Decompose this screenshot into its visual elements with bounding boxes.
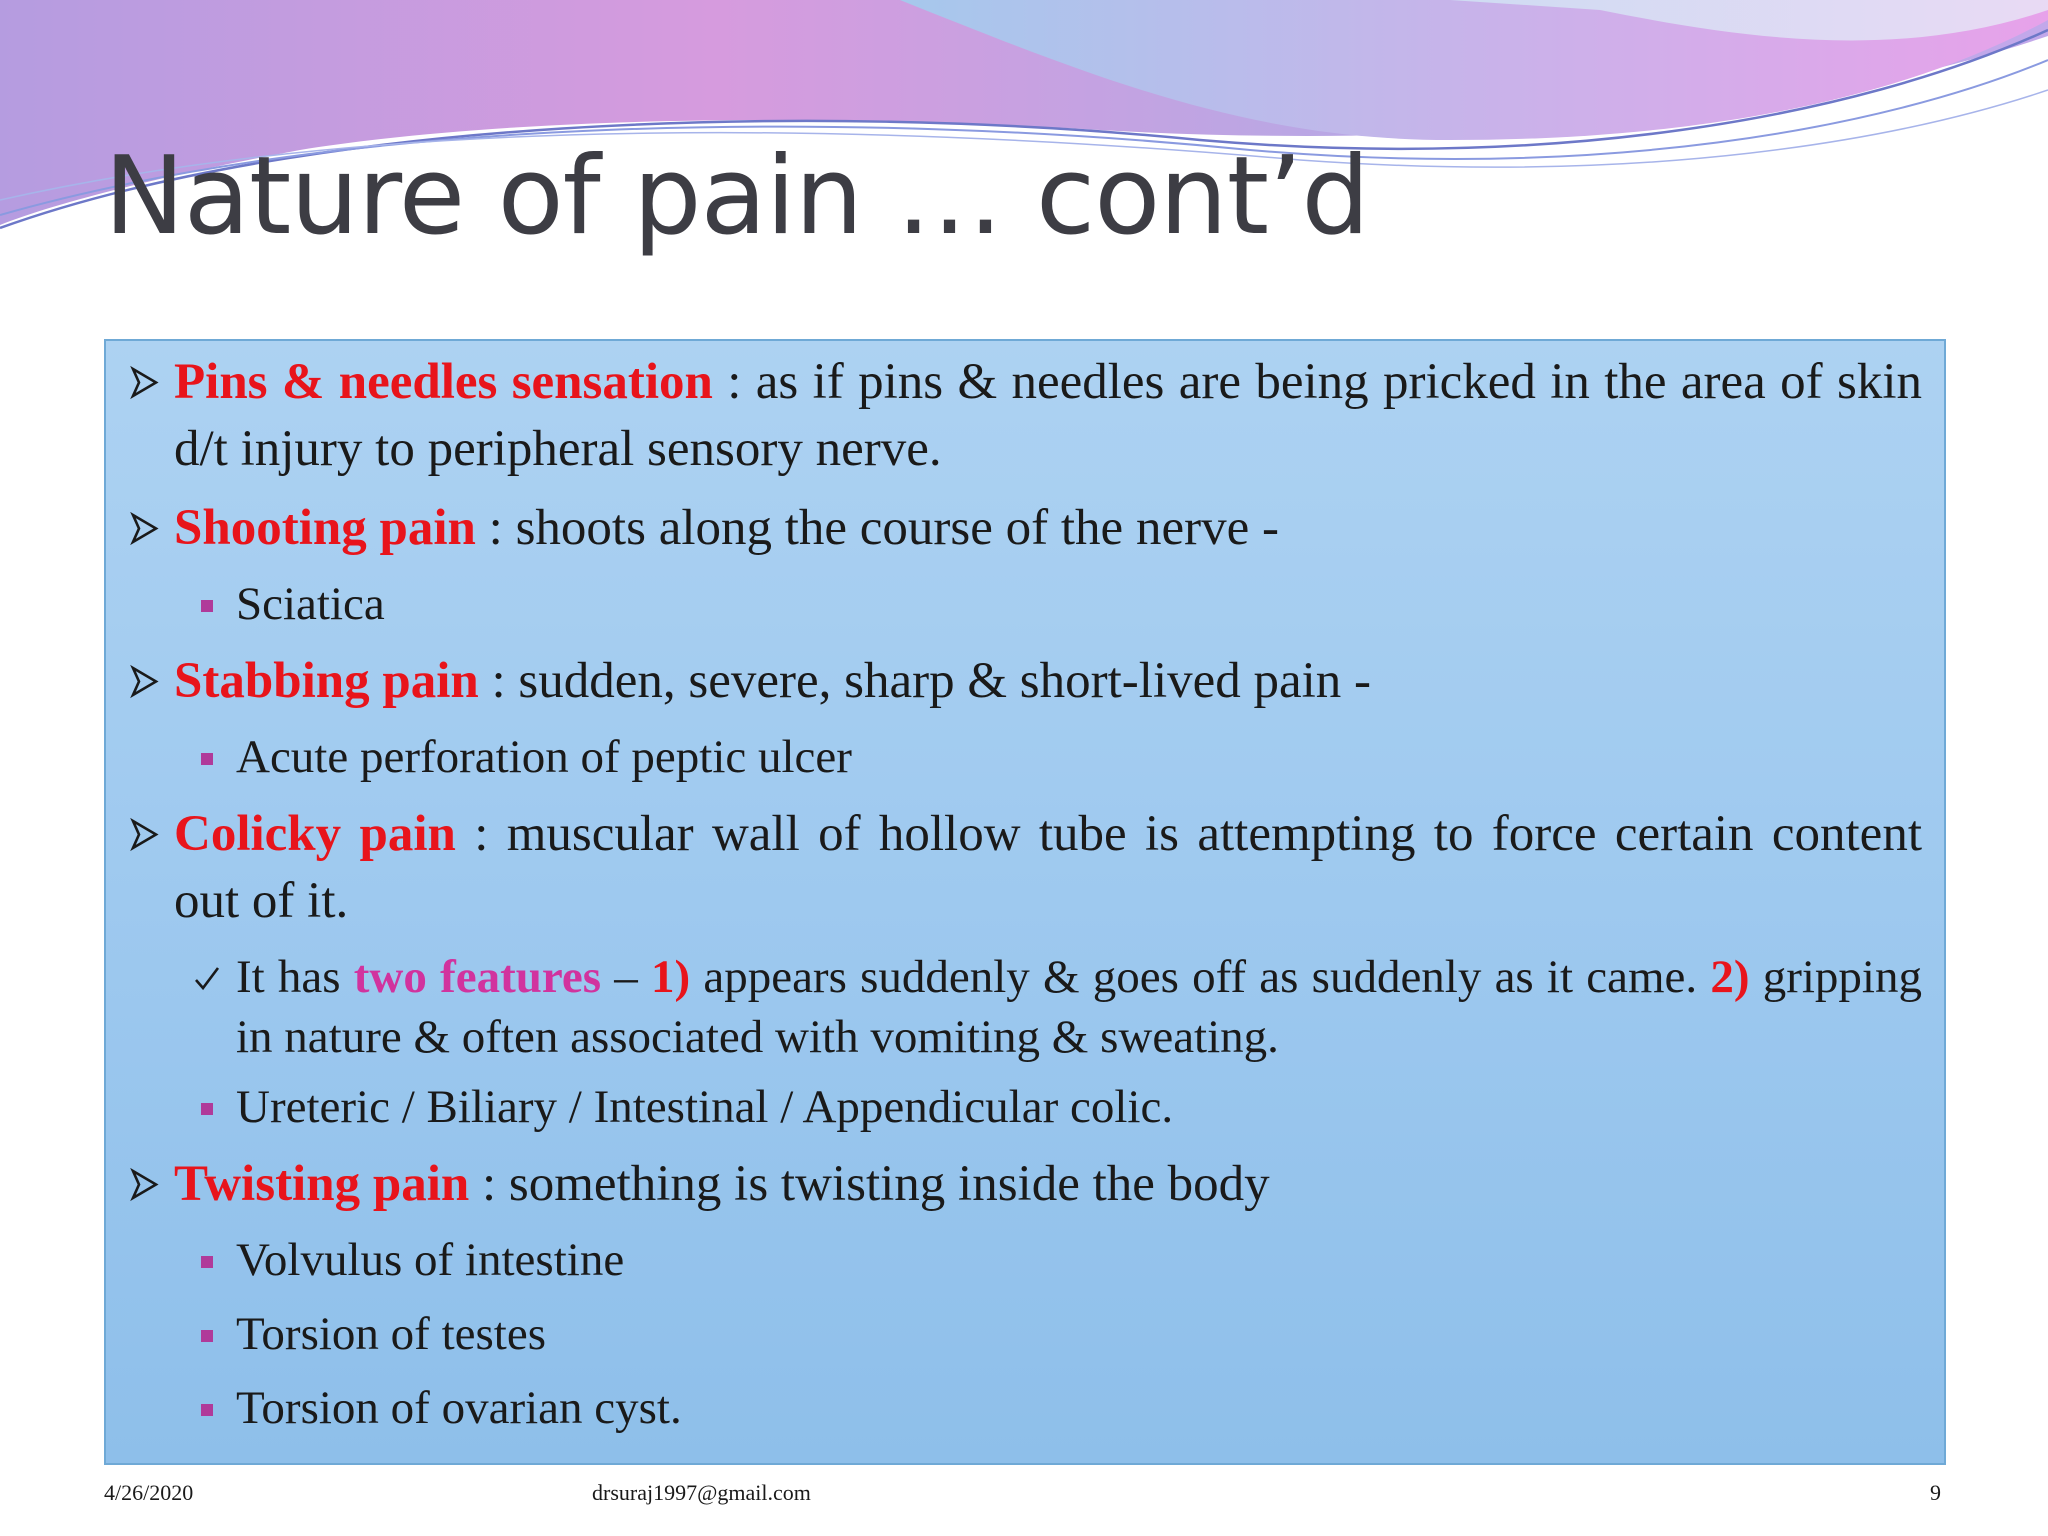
list-item-shooting	[128, 495, 1922, 562]
list-item-pins-needles	[128, 349, 1922, 483]
feature-text-2: gripping in nature & often associated with vomiting & sweating.	[236, 951, 1922, 1063]
sub-item-volvulus	[128, 1230, 1922, 1290]
square-bullet-icon	[198, 727, 216, 802]
sub-item-torsion-testes	[128, 1304, 1922, 1364]
sub-item-text: Sciatica	[236, 578, 385, 630]
item-description: : sudden, severe, sharp & short-lived pain -	[478, 653, 1372, 709]
feature-number-2: 2)	[1710, 951, 1750, 1003]
square-bullet-icon	[198, 1304, 216, 1379]
square-bullet-icon	[198, 1378, 216, 1453]
footer-page-number: 9	[1930, 1480, 1941, 1505]
arrowhead-bullet-icon	[128, 349, 162, 434]
arrowhead-bullet-icon	[128, 1151, 162, 1236]
check-pre-text: It has	[236, 951, 354, 1003]
item-description: : as if pins & needles are being pricked in the area of skin d/t injury to peripheral sensory nerve.	[174, 354, 1922, 477]
term-twisting: Twisting pain	[174, 1156, 470, 1212]
footer-email: drsuraj1997@gmail.com	[592, 1480, 811, 1505]
check-item-features	[128, 947, 1922, 1067]
list-item-colicky	[128, 801, 1922, 935]
sub-item-text: Ureteric / Biliary / Intestinal / Appendicular colic.	[236, 1081, 1174, 1133]
sub-item-text: Torsion of testes	[236, 1308, 546, 1360]
term-stabbing: Stabbing pain	[174, 653, 479, 709]
item-description: : shoots along the course of the nerve -	[475, 500, 1279, 556]
term-colicky: Colicky pain	[174, 806, 456, 862]
sub-item-peptic-ulcer	[128, 727, 1922, 787]
term-shooting: Shooting pain	[174, 500, 476, 556]
feature-text-1: appears suddenly & goes off as suddenly as it came.	[690, 951, 1711, 1003]
sub-item-colic-types	[128, 1077, 1922, 1137]
checkmark-bullet-icon	[192, 947, 222, 1022]
check-dash: –	[601, 951, 651, 1003]
sub-item-sciatica	[128, 574, 1922, 634]
slide-title: Nature of pain … cont’d	[104, 134, 1369, 259]
item-description: : something is twisting inside the body	[469, 1156, 1270, 1212]
term-pins-needles: Pins & needles sensation	[174, 354, 713, 410]
arrowhead-bullet-icon	[128, 648, 162, 733]
footer-date: 4/26/2020	[104, 1480, 194, 1505]
arrowhead-bullet-icon	[128, 801, 162, 886]
content-box	[104, 339, 1946, 1465]
item-description: : muscular wall of hollow tube is attempting to force certain content out of it.	[174, 806, 1922, 929]
highlight-two-features: two features	[353, 951, 602, 1003]
feature-number-1: 1)	[650, 951, 691, 1003]
list-item-stabbing	[128, 648, 1922, 715]
sub-item-text: Volvulus of intestine	[236, 1234, 625, 1286]
sub-item-text: Acute perforation of peptic ulcer	[236, 731, 852, 783]
sub-item-torsion-ovarian	[128, 1378, 1922, 1438]
square-bullet-icon	[198, 574, 216, 649]
sub-item-text: Torsion of ovarian cyst.	[236, 1382, 682, 1434]
square-bullet-icon	[198, 1077, 216, 1152]
square-bullet-icon	[198, 1230, 216, 1305]
arrowhead-bullet-icon	[128, 495, 162, 580]
list-item-twisting	[128, 1151, 1922, 1218]
